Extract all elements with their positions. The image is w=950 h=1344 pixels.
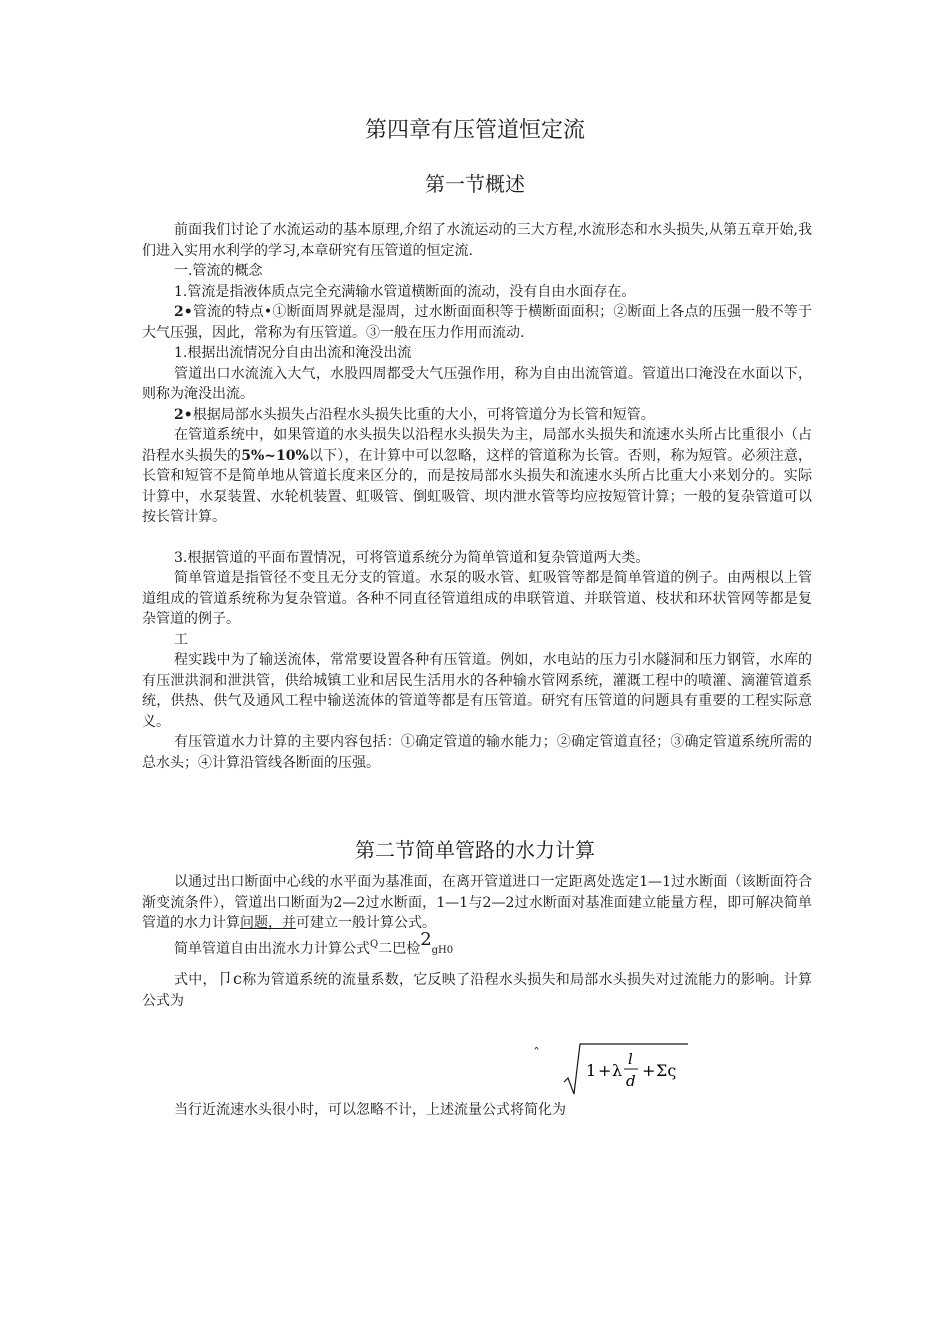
item-number: 2•	[174, 304, 193, 320]
text-run: 过水断面对基准面建立能量方程，即可解决简单管道的水力计算	[142, 894, 813, 931]
free-outflow-formula-line	[142, 928, 812, 962]
spacer	[142, 528, 812, 548]
item-long-short-pipe	[142, 405, 812, 426]
orphan-char: 工	[174, 631, 188, 648]
item-number: 2•	[174, 406, 193, 423]
section-title-overview: 第一节概述	[425, 172, 525, 196]
heading-pipe-flow-concept: 一.管流的概念	[174, 263, 263, 279]
section-label: 2—2	[333, 894, 366, 911]
formula-d: d	[626, 1072, 636, 1090]
text-run: 式中，	[174, 972, 217, 988]
item-text: 管流的特点•①断面周界就是湿周，过水断面面积等于横断面面积；②断面上各点的压强一般不等于大气压强，因此，常称为有压管道。③一般在压力作用而流动.	[142, 304, 812, 341]
intro-paragraph: 前面我们讨论了水流运动的基本原理,介绍了水流运动的三大方程,水流形态和水头损失,从第五章开始,我们进入实用水利学的学习,本章研究有压管道的恒定流.	[142, 222, 812, 259]
engineering-paragraph: 程实践中为了输送流体，常常要设置各种有压管道。例如，水电站的压力引水隧洞和压力钢管，水库的有压泄洪洞和泄洪管，供给城镇工业和居民生活用水的各种输水管网系统，灌溉工程中的喷灌、滴灌管道系统，供热、供气及通风工程中输送流体的管道等都是有压管道。研究有压管道的问题具有重要的工程实际意义。	[142, 652, 812, 730]
section-label: 2—2	[482, 894, 515, 911]
item-text: 根据局部水头损失占沿程水头损失比重的大小，可将管道分为长管和短管。	[192, 406, 655, 423]
section-label: 1—1	[639, 874, 672, 890]
section-label: 1—1	[436, 894, 469, 911]
underlined-text: 问题，并	[240, 915, 296, 931]
item-layout-classification: 3.根据管道的平面布置情况，可将管道系统分为简单管道和复杂管道两大类。	[174, 549, 650, 566]
formula-gh: gH	[431, 944, 447, 956]
text-run: 以下），在计算中可以忽略，这样的管道称为长管。否则，称为短管。必须注意，长管和短管不是简单地从管道长度来区分的，而是按局部水头损失和流速水头所占比重大小来划分的。实际计算中，水泵装置、水轮机装置、虹吸管、倒虹吸管、坝内泄水管等均应按短管计算；一般的复杂管道可以按长管计算。	[142, 447, 813, 525]
text-run: 简单管道自由出流水力计算公式	[174, 940, 370, 957]
formula-subscript: 0	[446, 944, 454, 956]
energy-equation-paragraph	[142, 872, 812, 934]
chapter-title: 第四章有压管道恒定流	[364, 118, 585, 143]
text-run: 过水断面，	[365, 894, 437, 911]
text-run: 称为管道系统的流量系数，它反映了沿程水头损失和局部水头损失对过流能力的影响。计算公式为	[142, 972, 813, 1009]
text-run: 过水断面（该断面符合渐变流条件），管道出口断面为	[142, 874, 813, 911]
formula-sum: Σς	[656, 1061, 677, 1080]
text-run: 与	[468, 894, 483, 911]
long-short-paragraph	[142, 425, 812, 528]
formula-plus: +	[598, 1061, 612, 1080]
formula-l: l	[628, 1050, 633, 1068]
formula-sup: 2	[420, 928, 432, 950]
tasks-paragraph: 有压管道水力计算的主要内容包括：①确定管道的输水能力；②确定管道直径；③确定管道系统所需的总水头；④计算沿管线各断面的压强。	[142, 734, 812, 771]
item-definition: 1.管流是指液体质点完全充满输水管道横断面的流动，没有自由水面存在。	[174, 283, 636, 300]
section2-body	[142, 872, 812, 1011]
formula-plus: +	[642, 1061, 656, 1080]
simple-pipe-paragraph: 简单管道是指管径不变且无分支的管道。水泵的吸水管、虹吸管等都是简单管道的例子。由两根以上管道组成的管道系统称为复杂管道。各种不同直径管道组成的串联管道、并联管道、枝状和环状管网等都是复杂管道的例子。	[142, 570, 812, 627]
text-run: 以通过出口断面中心线的水平面为基准面，在离开管道进口一定距离处选定	[174, 874, 640, 890]
formula-lambda: λ	[612, 1061, 623, 1080]
formula-text: 二巴检	[378, 940, 421, 957]
simplification-paragraph: 当行近流速水头很小时，可以忽略不计，上述流量公式将简化为	[174, 1102, 566, 1118]
formula-one: 1	[586, 1061, 597, 1080]
item-characteristics	[142, 302, 812, 343]
section-title-simple-pipe: 第二节简单管路的水力计算	[355, 838, 595, 862]
outflow-description: 管道出口水流流入大气，水股四周都受大气压强作用，称为自由出流管道。管道出口淹没在水面以下，则称为淹没出流。	[142, 365, 812, 402]
flow-coefficient-symbol: 卩c	[216, 969, 242, 988]
item-outflow-classification: 1.根据出流情况分自由出流和淹没出流	[174, 345, 412, 361]
flow-coefficient-formula	[530, 1038, 690, 1098]
text-run: 在管道系统中，如果管道的水头损失以沿程水头损失为主，局部水头损失和流速水头所占比重很小（占沿程水头损失的	[142, 427, 812, 464]
formula-caret: ˆ	[533, 1046, 540, 1062]
flow-coefficient-paragraph	[142, 969, 812, 1011]
section2-tail	[142, 1100, 812, 1121]
percent-range: 5%~10%	[241, 447, 309, 464]
text-run: 可建立一般计算公式。	[296, 915, 436, 931]
formula-q: Q	[370, 938, 379, 950]
section1-body	[142, 220, 812, 773]
